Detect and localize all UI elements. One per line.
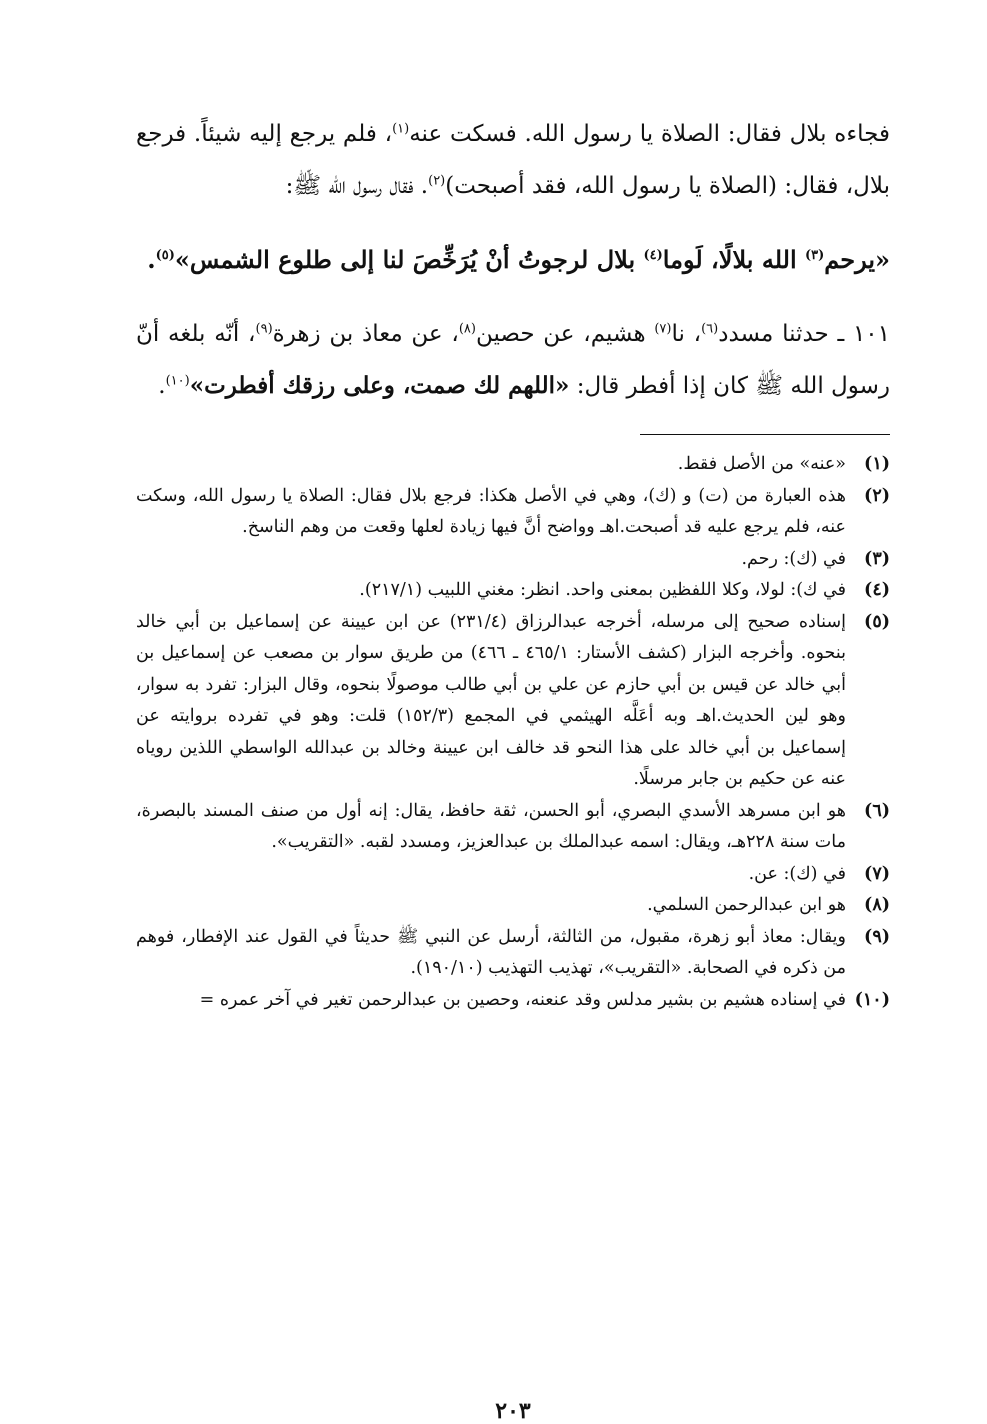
text-run: . [147,245,156,274]
footnote-ref[interactable]: (٧) [654,321,672,337]
text-run: الله بلالًا، لَوما [662,245,805,274]
footnote-number: (١٠) [854,989,890,1010]
footnote-ref[interactable]: (٣) [804,248,825,263]
footnote-text: «عنه» من الأصل فقط. [677,454,846,474]
footnote-item [136,890,890,922]
footnote-ref[interactable]: (١٠) [165,373,190,389]
text-run: فجاءه بلال فقال: الصلاة يا رسول الله. فسكت عنه [409,121,890,147]
footnote-text: في ك): لولا، وكلا اللفظين بمعنى واحد. انظر: مغني اللبيب (٢١٧/١). [359,580,846,600]
footnote-text: في (ك): رحم. [741,548,846,569]
dua-text: «اللهم لك صمت، وعلى رزقك أفطرت» [189,372,570,399]
footnote-text: إسناده صحيح إلى مرسله، أخرجه عبدالرزاق (٢٣١/٤) عن ابن عيينة عن إسماعيل بن أبي خالد بنحوه. وأخرجه البزار (كشف الأستار: ٤٦٥/١ ـ ٤٦٦) من طريق سوار بن مصعب عن إسماعيل بن أبي خالد عن قيس بن أبي حازم عن علي بن أبي طالب موصولًا بنحوه، وقال البزار: تفرد به سوار، وهو لين الحديث.اهـ وبه أعَلَّه الهيثمي في المجمع (١٥٢/٣) قلت: وهو في تفرده بروايته عن إسماعيل بن أبي خالد على هذا النحو قد خالف ابن عيينة وخالد بن عبدالله الواسطي اللذين روياه عنه عن حكيم بن جابر مرسلًا. [136,611,846,789]
footnote-ref[interactable]: (٨) [458,321,476,337]
text-run: ١٠١ ـ حدثنا مسدد [718,321,891,347]
paragraph-hadith-101 [136,308,890,412]
footnotes [136,449,890,1016]
footnote-number: (٢) [864,485,890,506]
footnote-number: (٧) [864,863,890,884]
footnote-item [136,481,890,544]
page-number: ٢٠٣ [495,1398,531,1424]
text-run: «يرحم [824,245,890,274]
footnote-item [136,575,890,607]
footnote-text: هو ابن مسرهد الأسدي البصري، أبو الحسن، ثقة حافظ، يقال: إنه أول من صنف المسند بالبصرة، مات سنة ٢٢٨هـ، ويقال: اسمه عبدالملك بن عبدالعزيز، ومسدد لقبه. «التقريب». [136,800,846,852]
footnote-text: ويقال: معاذ أبو زهرة، مقبول، من الثالثة، أرسل عن النبي ﷺ حديثاً في القول عند الإفطار، فوهم من ذكره في الصحابة. «التقريب»، تهذيب التهذيب (١٩٠/١٠). [136,926,846,978]
footnote-separator [640,434,890,435]
text-run: ، عن معاذ بن زهرة [272,321,459,347]
paragraph-hadith-quote [136,234,890,286]
footnote-item [136,859,890,891]
footnote-item [136,985,890,1017]
footnote-separator-wrap [136,412,890,435]
footnote-number: (٥) [864,611,890,632]
footnote-text: في إسناده هشيم بن بشير مدلس وقد عنعنه، وحصين بن عبدالرحمن تغير في آخر عمره = [199,989,846,1010]
footnote-ref[interactable]: (٥) [155,248,175,263]
footnote-number: (٩) [864,926,890,947]
book-page [136,108,891,1424]
text-run: . [158,373,166,399]
paragraph-bilal-call [136,108,890,212]
text-run: ، أنّه بلغه أنّ رسول الله ﷺ كان إذا أفطر قال: [136,321,890,399]
footnote-text: هو ابن عبدالرحمن السلمي. [647,895,846,915]
footnote-number: (١) [864,454,890,474]
footnote-item [136,796,890,859]
footnote-text: هذه العبارة من (ت) و (ك)، وهي في الأصل هكذا: فرجع بلال فقال: الصلاة يا رسول الله، وسكت عنه، فلم يرجع عليه قد أصبحت.اهـ وواضح أنَّ فيها زيادة لعلها وقعت من وهم الناسخ. [136,485,846,537]
footnote-text: في (ك): عن. [748,863,846,884]
footnote-item [136,544,890,576]
footnote-number: (٦) [864,800,890,821]
text-run: هشيم، عن حصين [475,321,655,347]
footnote-item [136,449,890,481]
footnote-number: (٣) [864,548,890,569]
text-run: بلال لرجوتُ أنْ يُرَخِّصَ لنا إلى طلوع الشمس» [174,245,644,274]
text-run: ، فلم يرجع إليه شيئاً. فرجع بلال، فقال: (الصلاة يا رسول الله، فقد أصبحت) [136,121,890,199]
text-run: ، نا [671,321,702,347]
footnote-item [136,922,890,985]
footnote-number: (٤) [864,580,890,600]
footnote-ref[interactable]: (٦) [701,321,719,337]
footnote-number: (٨) [864,895,890,915]
footnote-ref[interactable]: (٢) [428,173,446,189]
footnote-item [136,607,890,796]
footnote-ref[interactable]: (٤) [643,248,663,263]
footnote-ref[interactable]: (٩) [255,321,273,337]
footnote-ref[interactable]: (١) [392,121,410,137]
text-run: . فقال رسول الله ﷺ: [285,173,429,199]
